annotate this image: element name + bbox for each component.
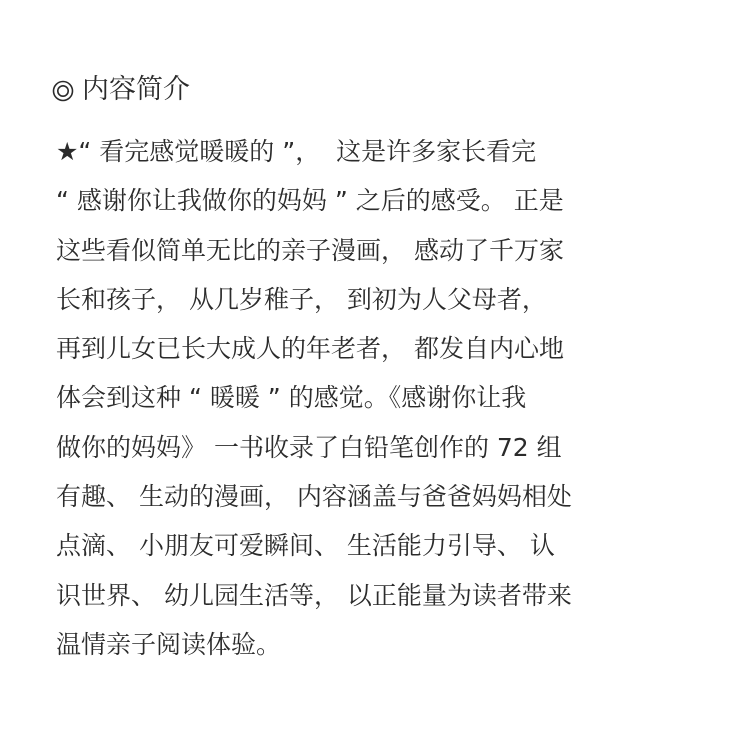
paragraph-line: 温情亲子阅读体验。 [56,629,282,659]
paragraph-line: 再到儿女已长大成人的年老者， 都发自内心地 [56,334,564,364]
paragraph-line: 这些看似简单无比的亲子漫画， 感动了千万家 [56,235,564,265]
paragraph-line: 点滴、 小朋友可爱瞬间、 生活能力引导、 认 [56,531,555,561]
paragraph-line: “ 感谢你让我做你的妈妈 ” 之后的感受。 正是 [56,186,564,216]
paragraph-line: ★“ 看完感觉暖暖的 ”， 这是许多家长看完 [56,137,537,166]
paragraph-line: 识世界、 幼儿园生活等， 以正能量为读者带来 [56,580,572,610]
section-title: 内容简介 [82,74,190,105]
paragraph-line: 有趣、 生动的漫画， 内容涵盖与爸爸妈妈相处 [56,482,572,512]
paragraph-line: 做你的妈妈》 一书收录了白铅笔创作的 72 组 [56,432,562,462]
section-heading [52,70,190,110]
paragraph-line: 长和孩子， 从几岁稚子， 到初为人父母者， [56,284,547,314]
double-circle-icon [52,70,80,110]
paragraph-line: 体会到这种 “ 暖暖 ” 的感觉。《感谢你让我 [56,383,527,413]
intro-paragraph [56,127,696,669]
